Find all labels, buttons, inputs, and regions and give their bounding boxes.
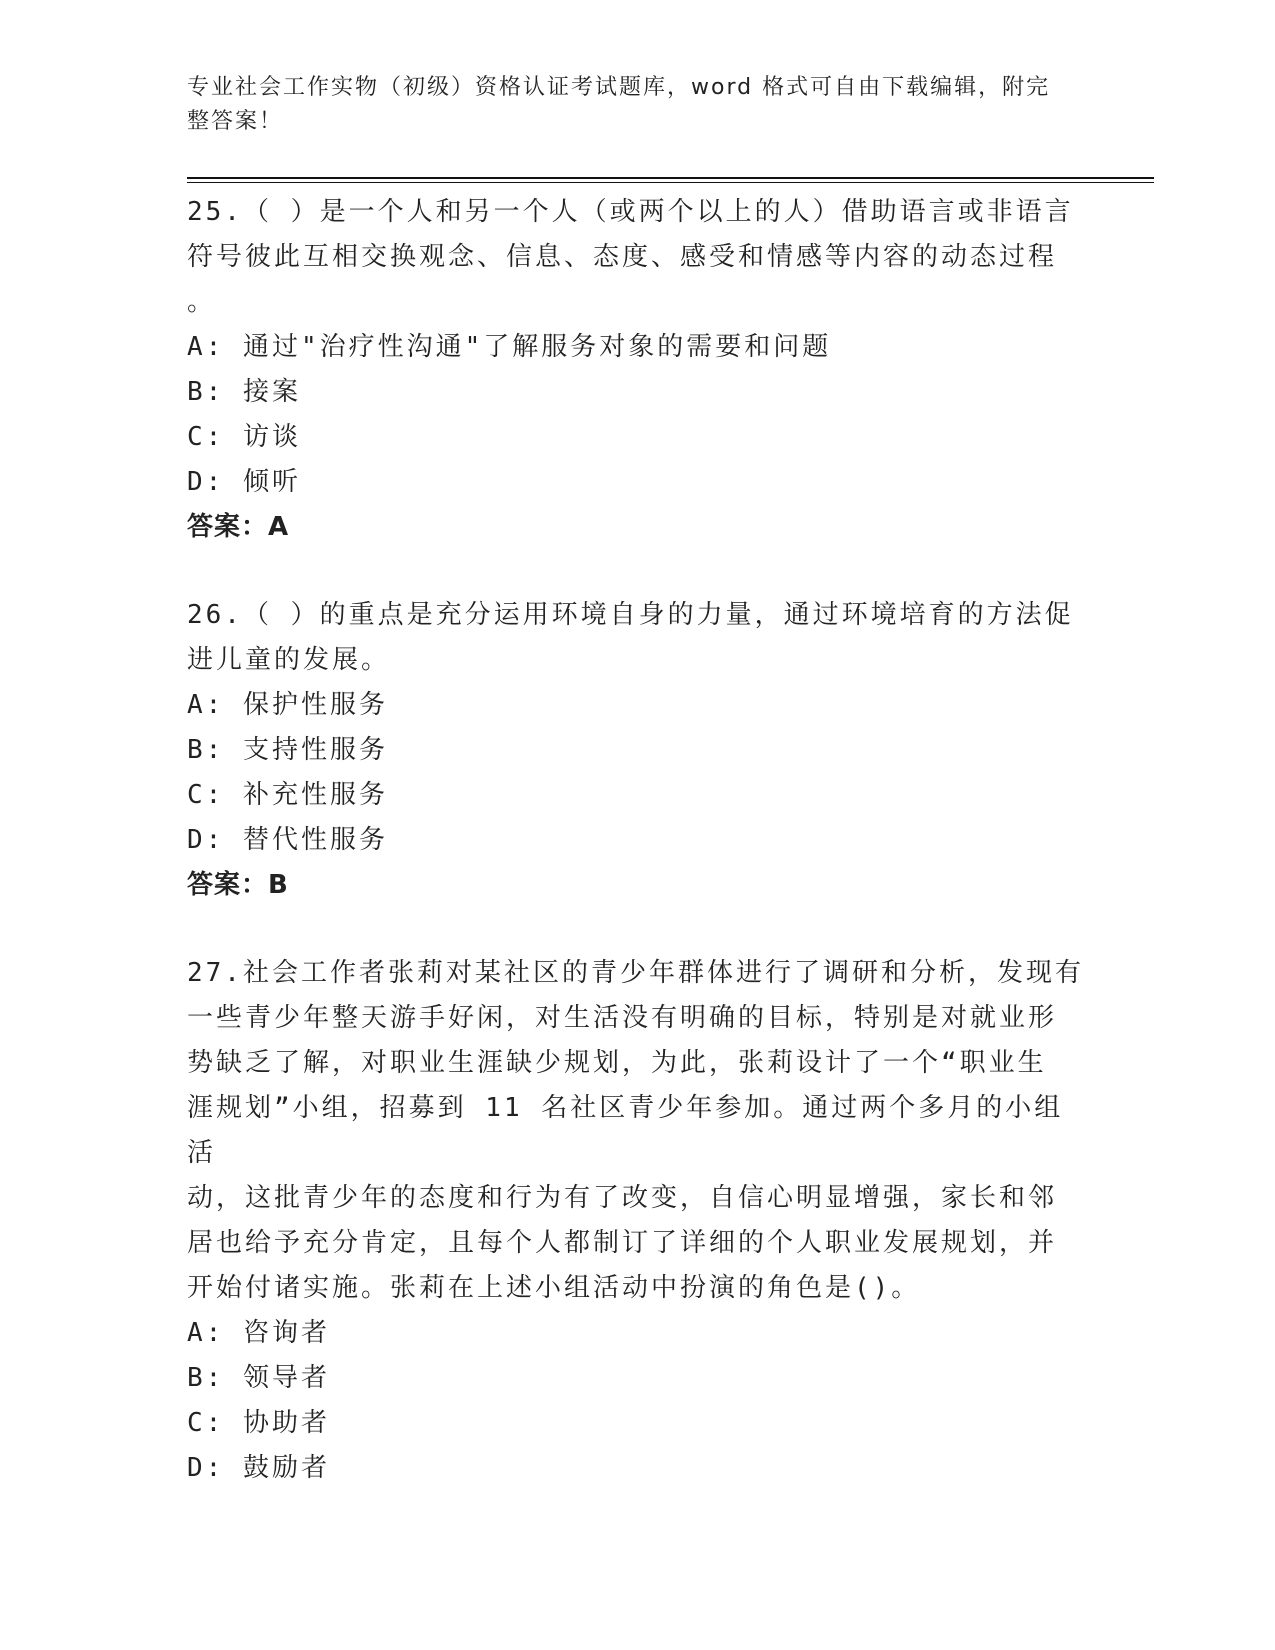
- answer: 答案：B: [187, 870, 289, 900]
- header-rule-thick: [187, 177, 1154, 179]
- question-text: [187, 190, 1087, 325]
- option-a: A: 保护性服务: [187, 690, 388, 720]
- option-b: B: 接案: [187, 377, 301, 407]
- question-list: [187, 190, 1087, 1534]
- option-b: B: 支持性服务: [187, 735, 388, 765]
- answer: 答案：A: [187, 512, 290, 542]
- document-header: 专业社会工作实物（初级）资格认证考试题库，word 格式可自由下载编辑，附完整答案！: [187, 75, 1051, 134]
- option-a: A: 咨询者: [187, 1318, 330, 1348]
- question-number: 26.: [187, 600, 243, 630]
- question-number: 25.: [187, 197, 243, 227]
- question-stem: 社会工作者张莉对某社区的青少年群体进行了调研和分析，发现有 一些青少年整天游手好闲，对生活没有明确的目标，特别是对就业形 势缺乏了解，对职业生涯缺少规划，为此，张莉设计了一个“职业生 涯规划”小组，招募到 11 名社区青少年参加。通过两个多月的小组活 动，这批青少年的态度和行为有了改变，自信心明显增强，家长和邻 居也给予充分肯定，且每个人都制订了详细的个人职业发展规划，并 开始付诸实施。张莉在上述小组活动中扮演的角色是()。: [187, 958, 1084, 1303]
- question-26: [187, 593, 1087, 908]
- option-c: C: 协助者: [187, 1408, 330, 1438]
- option-d: D: 替代性服务: [187, 825, 388, 855]
- question-text: [187, 593, 1087, 683]
- option-c: C: 访谈: [187, 422, 301, 452]
- option-d: D: 鼓励者: [187, 1453, 330, 1483]
- header-rule-thin: [187, 182, 1154, 183]
- option-d: D: 倾听: [187, 467, 301, 497]
- question-stem: （ ）的重点是充分运用环境自身的力量，通过环境培育的方法促 进儿童的发展。: [187, 600, 1074, 675]
- question-text: [187, 951, 1087, 1311]
- question-stem: （ ）是一个人和另一个人（或两个以上的人）借助语言或非语言 符号彼此互相交换观念、信息、态度、感受和情感等内容的动态过程 。: [187, 197, 1074, 317]
- option-a: A: 通过"治疗性沟通"了解服务对象的需要和问题: [187, 332, 832, 362]
- question-27: [187, 951, 1087, 1491]
- question-25: [187, 190, 1087, 550]
- question-number: 27.: [187, 958, 243, 988]
- option-b: B: 领导者: [187, 1363, 330, 1393]
- option-c: C: 补充性服务: [187, 780, 388, 810]
